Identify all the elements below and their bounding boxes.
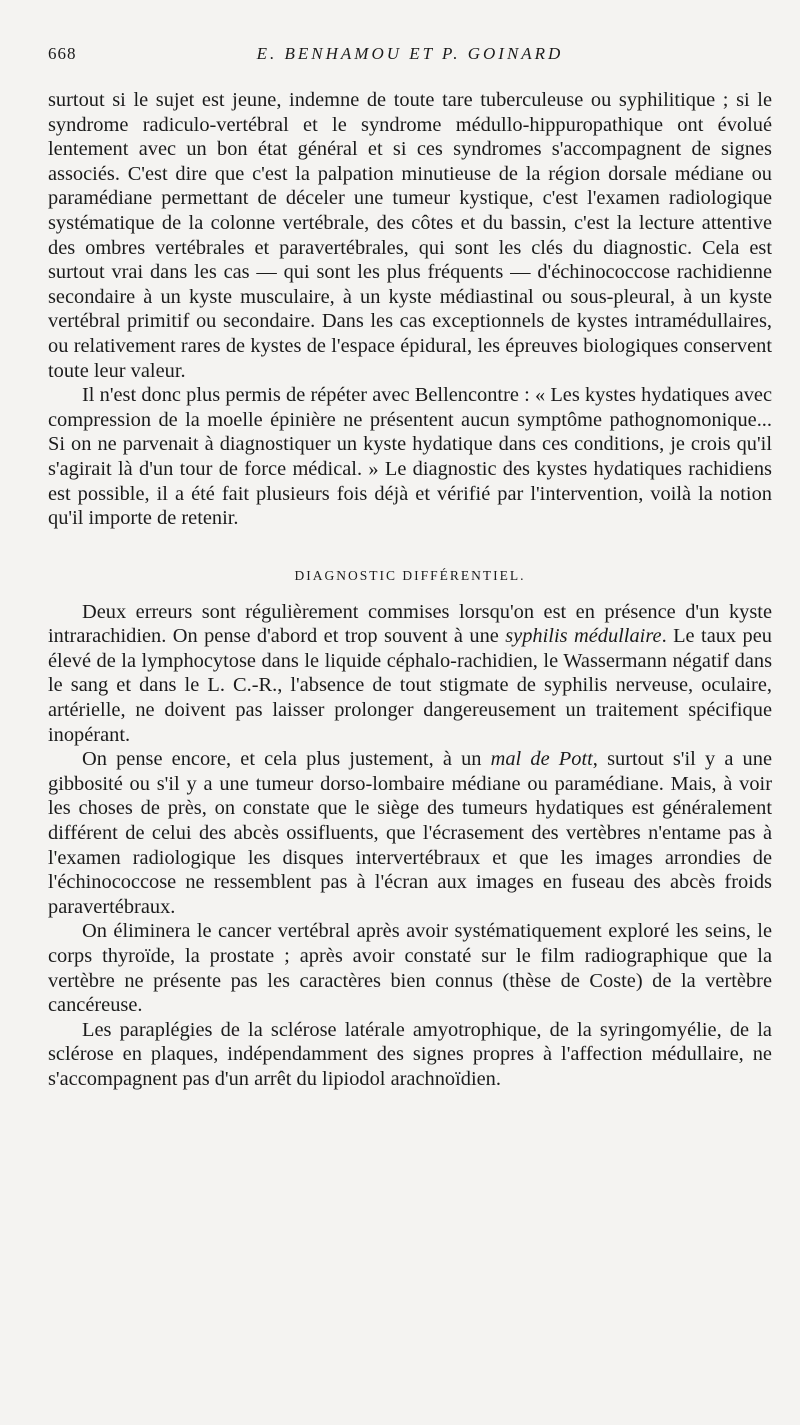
text-run: On pense encore, et cela plus justement, à un: [82, 748, 491, 771]
paragraph-syphilis: [48, 600, 772, 748]
emphasis-syphilis: syphilis médullaire: [505, 625, 662, 648]
paragraph-mal-de-pott: [48, 747, 772, 919]
body-text: [48, 88, 772, 1092]
text-run: . Le taux peu élevé de la lymphocytose dans le liquide céphalo-rachidien, le Wassermann négatif dans le sang et dans le L. C.-R., l'absence de tout stigmate de syphilis nerveuse, oculaire, artérielle, ne doivent pas laisser prolonger dangereusement un traitement spécifique inopérant.: [48, 625, 772, 746]
text-run: Deux erreurs sont régulièrement commises lorsqu'on est en présence d'un kyste intrarachidien. On pense d'abord et trop souvent à une: [48, 600, 772, 648]
section-heading: DIAGNOSTIC DIFFÉRENTIEL.: [294, 567, 526, 583]
paragraph-paraplegies: Les paraplégies de la sclérose latérale amyotrophique, de la syringomyélie, de la sclérose en plaques, indépendamment des signes propres à l'affection médullaire, ne s'accompagnent pas d'un arrêt du lipiodol arachnoïdien.: [48, 1018, 772, 1090]
paragraph-bellencontre: Il n'est donc plus permis de répéter avec Bellencontre : « Les kystes hydatiques avec compression de la moelle épinière ne présentent aucun symptôme pathognomonique... Si on ne parvenait à diagnostiquer un kyste hydatique dans ces conditions, je crois qu'il s'agirait là d'un tour de force médical. » Le diagnostic des kystes hydatiques rachidiens est possible, il a été fait plusieurs fois déjà et vérifié par l'intervention, voilà la notion qu'il importe de retenir.: [48, 384, 772, 530]
emphasis-mal-de-pott: mal de Pott: [490, 748, 593, 771]
page-number: 668: [48, 44, 77, 63]
paragraph-continuation: surtout si le sujet est jeune, indemne de toute tare tuberculeuse ou syphilitique ; si le syndrome radiculo-vertébral et le syndrome médullo-hippuropathique ont évolué lentement avec un bon état général et si ces syndromes s'accompagnent de signes associés. C'est dire que c'est la palpation minutieuse de la région dorsale médiane ou paramédiane permettant de déceler une tumeur kystique, c'est l'examen radiologique systématique de la colonne vertébrale, des côtes et du bassin, c'est la lecture attentive des ombres vertébrales et paravertébrales, qui sont les clés du diagnostic. Cela est surtout vrai dans les cas — qui sont les plus fréquents — d'échinococcose rachidienne secondaire à un kyste musculaire, à un kyste médiastinal ou sous-pleural, à un kyste vertébral primitif ou secondaire. Dans les cas exceptionnels de kystes intramédullaires, ou relativement rares de kystes de l'espace épidural, les épreuves biologiques conservent toute leur valeur.: [48, 89, 772, 382]
text-run: , surtout s'il y a une gibbosité ou s'il y a une tumeur dorso-lombaire médiane ou paramédiane. Mais, à voir les choses de près, on constate que le siège des tumeurs hydatiques est généralement différent de celui des abcès ossifluents, que l'écrasement des vertèbres n'entame pas à l'examen radiologique les disques intervertébraux et que les images arrondies de l'échinococcose ne ressemblent pas à l'écran aux images en fuseau des abcès froids paravertébraux.: [48, 748, 773, 918]
paragraph-cancer: On éliminera le cancer vertébral après avoir systématiquement exploré les seins, le corps thyroïde, la prostate ; après avoir constaté sur le film radiographique que la vertèbre ne présente pas les caractères bien connus (thèse de Coste) de la vertèbre cancéreuse.: [48, 920, 772, 1017]
running-head: E. BENHAMOU ET P. GOINARD: [256, 44, 564, 63]
page-header: [48, 44, 772, 74]
